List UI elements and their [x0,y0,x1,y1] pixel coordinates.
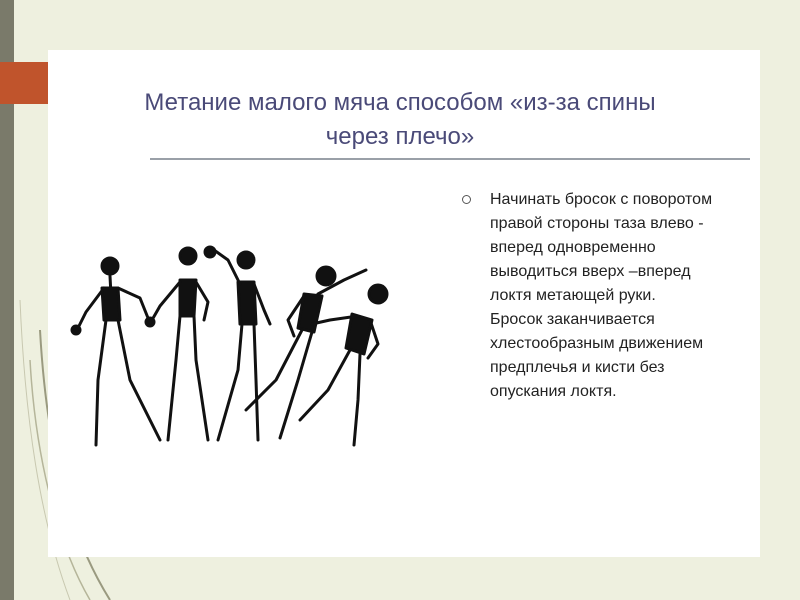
athlete-figure-3 [205,247,270,440]
title-line-2: через плечо» [325,123,475,150]
title-line-1: Метание малого мяча способом «из-за спины [144,89,656,116]
bullet-text: Начинать бросок с поворотом правой стороны таза влево - вперед одновременно выводиться вверх –вперед локтя метающей руки. Бросок заканчивается хлестообразным движением предплечья и кисти без опускания локтя. [490,191,713,400]
slide-title [60,86,740,154]
title-underline [150,158,750,160]
athlete-figure-1 [72,258,160,445]
bullet-icon [462,195,471,204]
throwing-sequence-illustration [68,240,398,460]
accent-block [0,62,48,104]
athlete-figure-2 [146,248,208,440]
